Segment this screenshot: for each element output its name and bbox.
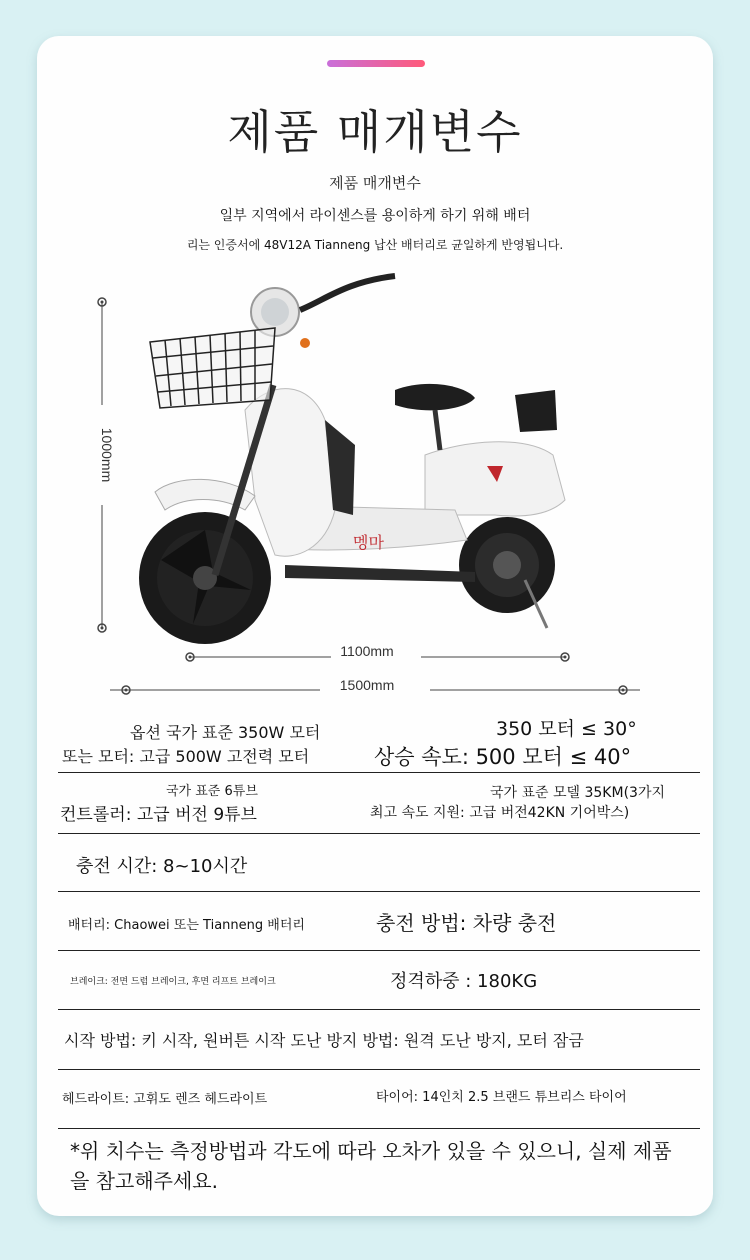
backrest — [515, 390, 557, 432]
spec-brake: 브레이크: 전면 드럼 브레이크, 후면 리프트 브레이크 — [70, 977, 276, 987]
spec-rated-load: 정격하중 : 180KG — [390, 971, 538, 992]
floor-deck — [285, 565, 475, 582]
spec-headlight: 헤드라이트: 고휘도 렌즈 헤드라이트 — [62, 1092, 268, 1107]
spec-battery: 배터리: Chaowei 또는 Tianneng 배터리 — [68, 918, 305, 933]
spec-motor-line-1: 옵션 국가 표준 350W 모터 — [130, 723, 321, 742]
rear-wheel — [459, 517, 555, 613]
spec-controller-line-2: 컨트롤러: 고급 버전 9튜브 — [60, 805, 257, 825]
spec-speed-line-1: 국가 표준 모델 35KM(3가지 — [490, 785, 665, 801]
spec-tire: 타이어: 14인치 2.5 브랜드 튜브리스 타이어 — [376, 1090, 627, 1105]
length-label: 1500mm — [339, 677, 395, 693]
spec-divider — [58, 1128, 700, 1129]
spec-charge-method: 충전 방법: 차량 충전 — [376, 911, 557, 935]
spec-divider — [58, 1009, 700, 1010]
front-basket — [150, 328, 275, 408]
spec-motor-line-2: 또는 모터: 고급 500W 고전력 모터 — [62, 747, 310, 766]
spec-speed-line-2: 최고 속도 지원: 고급 버전42KN 기어박스) — [370, 805, 630, 821]
spec-divider — [58, 772, 700, 773]
rear-body — [425, 442, 565, 516]
spec-divider — [58, 950, 700, 951]
footnote: *위 치수는 측정방법과 각도에 따라 오차가 있을 수 있으니, 실제 제품을 참고해주세요. — [70, 1139, 672, 1193]
spec-start-antitheft: 시작 방법: 키 시작, 원버튼 시작 도난 방지 방법: 원격 도난 방지, 모터 잠금 — [64, 1031, 584, 1050]
description-line-1: 일부 지역에서 라이센스를 용이하게 하기 위해 배터 — [219, 208, 531, 224]
spec-divider — [58, 1069, 700, 1070]
page-title: 제품 매개변수 — [227, 105, 523, 159]
spec-controller-line-1: 국가 표준 6튜브 — [166, 784, 258, 799]
spec-climb-line-1: 350 모터 ≤ 30° — [496, 718, 637, 740]
description-line-2: 리는 인증서에 48V12A Tianneng 납산 배터리로 균일하게 반영됩니다. — [186, 238, 564, 252]
spec-divider — [58, 833, 700, 834]
spec-charge-time: 충전 시간: 8~10시간 — [76, 856, 248, 877]
page-subtitle: 제품 매개변수 — [329, 174, 421, 192]
height-label: 1000mm — [99, 427, 115, 483]
front-wheel — [139, 512, 271, 644]
front-body — [245, 389, 335, 557]
spec-climb-line-2: 상승 속도: 500 모터 ≤ 40° — [374, 745, 632, 769]
scooter-image — [95, 260, 655, 700]
seat — [395, 384, 475, 411]
wheelbase-label: 1100mm — [340, 643, 394, 659]
spec-divider — [58, 891, 700, 892]
brand-label: 멩마 — [353, 535, 384, 552]
accent-bar — [327, 60, 425, 67]
